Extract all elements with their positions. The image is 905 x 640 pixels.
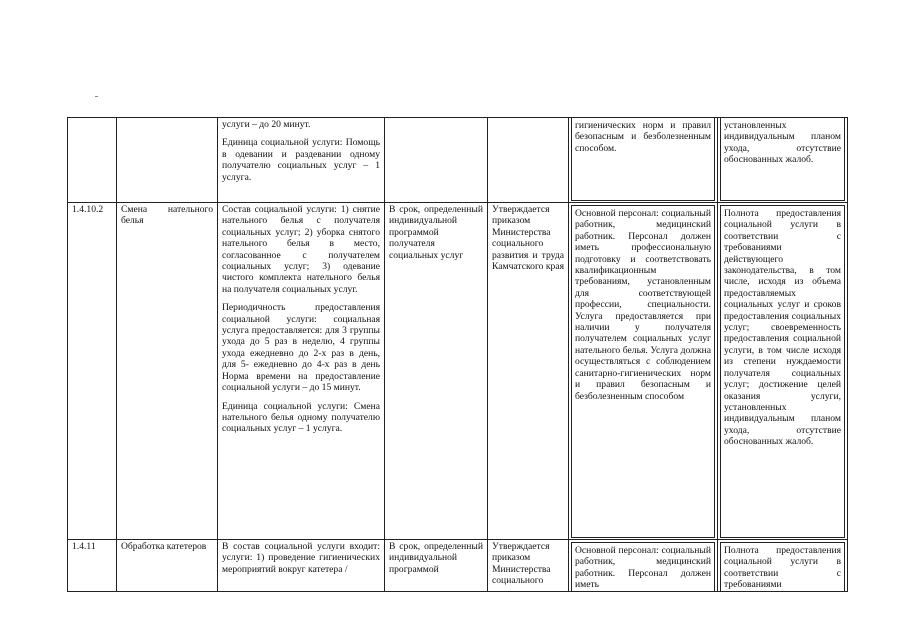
evaluation-text: Полнота предоставления социальной услуги в соответствии с требованиями действующего законодательства, в том числе, исходя из объема предоставляемых социальных услуг и сроков предоставления социальных услуг; своевременность предоставления социальной услуги, в том числе исходя из степени нуждаемости получателя социальных услуг; достижение целей оказания услуги, установленных индивидуальным планом ухода, отсутствие обоснованных жалоб.	[720, 205, 845, 538]
content-paragraph: Единица социальной услуги: Смена нательного белья одному получателю социальных услуг – 1 услуга.	[222, 400, 380, 435]
cell-content	[218, 540, 385, 592]
conditions-text: Основной персонал: социальный работник, медицинский работник. Персонал должен иметь профессиональную подготовку и соответствовать квалификационным требованиям, установленным для соответствующей профессии, специальности. Услуга предоставляется при наличии у получателя получателем социальных услуг нательного белья. Услуга должна осуществляться с соблюдением санитарно-гигиенических норм и правил безопасным и безболезненным способом	[571, 205, 715, 538]
cell-content	[218, 118, 385, 203]
cell-service-name: Обработка катетеров	[117, 540, 218, 592]
content-paragraph: Единица социальной услуги: Помощь в одевании и раздевании одному получателю социальных услуг – 1 услуга.	[222, 137, 380, 183]
cell-evaluation	[718, 118, 848, 203]
cell-term	[385, 118, 488, 203]
content-paragraph: услуги – до 20 минут.	[222, 119, 311, 130]
cell-evaluation	[718, 540, 848, 592]
cell-conditions	[569, 540, 718, 592]
cell-number	[68, 118, 117, 203]
table-row-continuation	[68, 118, 848, 203]
cell-order	[488, 118, 569, 203]
cell-evaluation	[718, 203, 848, 540]
cell-term: В срок, определенный индивидуальной программой получателя социальных услуг	[385, 203, 488, 540]
table-row	[68, 540, 848, 592]
content-paragraph: Состав социальной услуги: 1) снятие нательного белья с получателя социальных услуг; 2) уборка снятого нательного белья в место, согласованное с получателем социальных услуг; 3) одевание чистого комплекта нательного белья на получателя социальных услуг.	[222, 204, 380, 295]
table-row	[68, 203, 848, 540]
conditions-text: Основной персонал: социальный работник, медицинский работник. Персонал должен иметь	[571, 542, 715, 591]
cell-order: Утверждается приказом Министерства социального развития и труда Камчатского края	[488, 203, 569, 540]
cell-term: В срок, определенный индивидуальной программой	[385, 540, 488, 592]
cell-service-name: Смена нательного белья	[117, 203, 218, 540]
scan-speck	[95, 96, 98, 97]
cell-number: 1.4.11	[68, 540, 117, 592]
cell-conditions	[569, 118, 718, 203]
cell-conditions	[569, 203, 718, 540]
content-paragraph: Периодичность предоставления социальной услуги: социальная услуга предоставляется: для 3 группы ухода до 5 раз в неделю, 4 группы ухода ежедневно до 2-х раз в день, для 5- ежедневно до 4-х раз в день Норма времени на предоставление социальной услуги – до 15 минут.	[222, 302, 380, 394]
cell-order: Утверждается приказом Министерства социального	[488, 540, 569, 592]
content-paragraph: В состав социальной услуги входит: услуги: 1) проведение гигиенических мероприятий вокруг катетера /	[222, 541, 380, 575]
conditions-text: гигиенических норм и правил безопасным и безболезненным способом.	[571, 118, 715, 201]
evaluation-text: Полнота предоставления социальной услуги в соответствии с требованиями	[720, 542, 845, 591]
evaluation-text: установленных индивидуальным планом ухода, отсутствие обоснованных жалоб.	[720, 118, 845, 201]
cell-service-name	[117, 118, 218, 203]
cell-content	[218, 203, 385, 540]
services-table	[67, 117, 848, 592]
cell-number: 1.4.10.2	[68, 203, 117, 540]
